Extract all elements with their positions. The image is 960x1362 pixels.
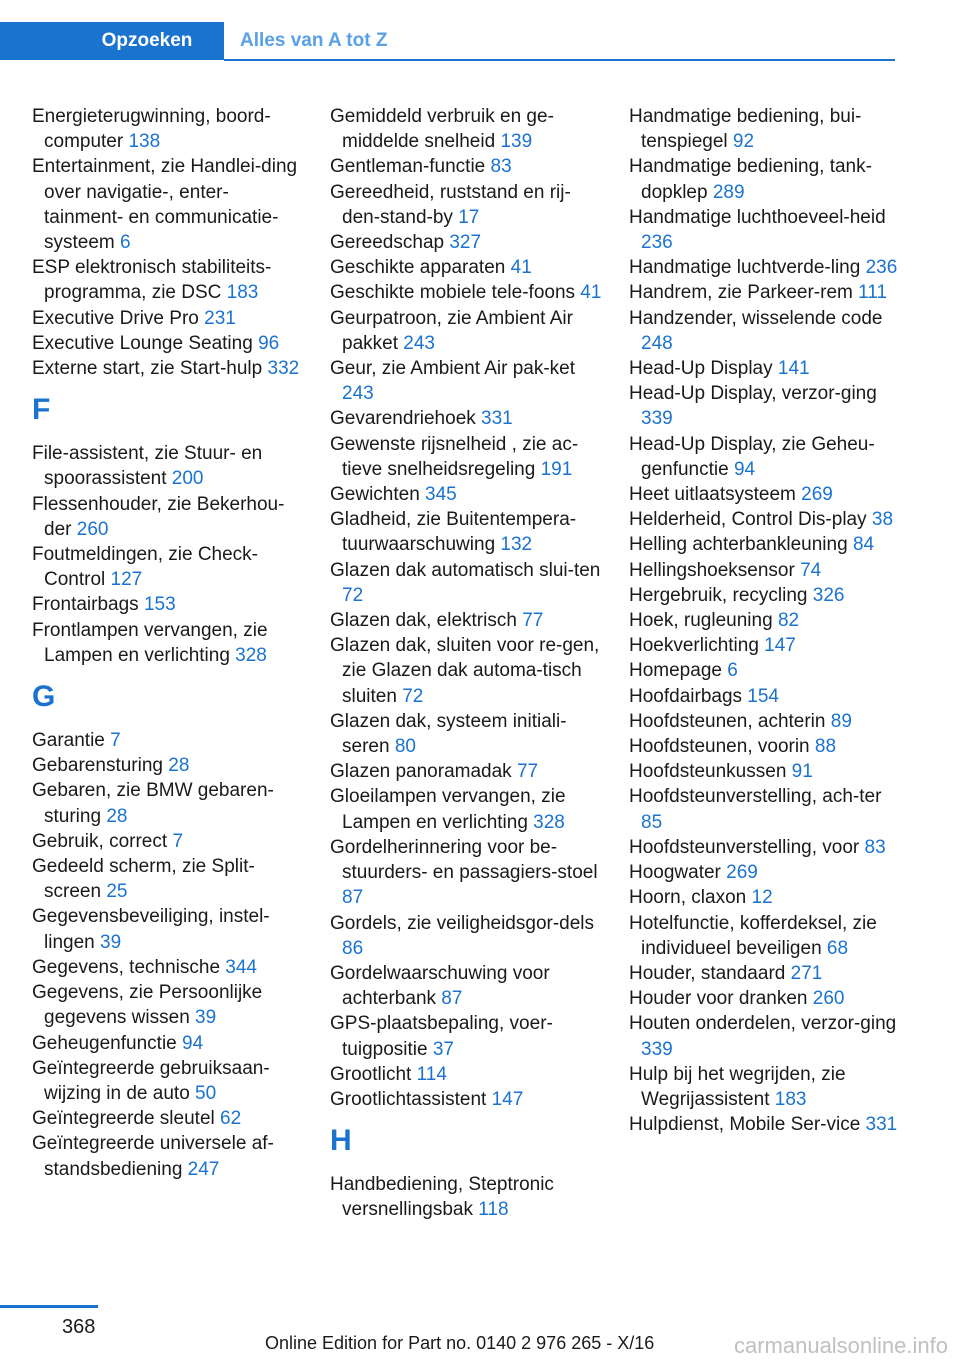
index-entry bbox=[330, 230, 605, 255]
index-entry-text: Geschikte mobiele tele-foons bbox=[330, 282, 581, 304]
index-entry-text: Helderheid, Control Dis-play bbox=[629, 509, 872, 531]
index-entry bbox=[629, 835, 899, 860]
section-letter: F bbox=[32, 393, 51, 427]
index-entry bbox=[32, 255, 307, 305]
page-link[interactable]: 96 bbox=[258, 332, 280, 354]
page-link[interactable]: 118 bbox=[478, 1199, 509, 1221]
page-link[interactable]: 86 bbox=[342, 937, 364, 959]
index-entry-text: Gereedheid, ruststand en rij-den-stand-by bbox=[330, 181, 571, 228]
page-link[interactable]: 247 bbox=[187, 1158, 220, 1180]
index-entry bbox=[32, 618, 307, 668]
index-entry bbox=[32, 492, 307, 542]
page-link[interactable]: 88 bbox=[814, 736, 837, 758]
page-link[interactable]: 7 bbox=[110, 730, 121, 752]
page-link[interactable]: 328 bbox=[533, 811, 565, 833]
page-link[interactable]: 12 bbox=[751, 887, 773, 909]
index-entry-text: Houder, standaard bbox=[629, 962, 791, 984]
page-link[interactable]: 39 bbox=[100, 931, 122, 953]
page-link[interactable]: 147 bbox=[764, 635, 796, 657]
index-entry-text: Geïntegreerde sleutel bbox=[32, 1108, 221, 1130]
index-entry-text: Gebruik, correct bbox=[32, 830, 173, 852]
watermark: carmanualsonline.info bbox=[733, 1333, 948, 1358]
page-link[interactable]: 72 bbox=[402, 685, 424, 707]
index-entry-text: Geur, zie Ambient Air pak-ket bbox=[330, 358, 576, 380]
index-entry-text: Homepage bbox=[629, 660, 728, 682]
page-link[interactable]: 77 bbox=[522, 610, 544, 632]
page-link[interactable]: 153 bbox=[143, 594, 176, 616]
index-entry-text: Hoekverlichting bbox=[629, 635, 765, 657]
index-entry-text: Gebaren, zie BMW gebaren-sturing bbox=[32, 780, 274, 827]
index-column-1 bbox=[32, 104, 307, 1182]
page-link[interactable]: 248 bbox=[641, 332, 673, 354]
page-link[interactable]: 62 bbox=[220, 1108, 242, 1130]
page-link[interactable]: 114 bbox=[416, 1063, 447, 1085]
index-entry bbox=[629, 684, 899, 709]
index-entry bbox=[629, 482, 899, 507]
page-link[interactable]: 74 bbox=[800, 559, 822, 581]
page-link[interactable]: 183 bbox=[774, 1088, 807, 1110]
index-entry-text: Hotelfunctie, kofferdeksel, zie individueel beveiligen bbox=[629, 912, 877, 959]
index-entry-text: Geheugenfunctie bbox=[32, 1032, 183, 1054]
index-entry bbox=[629, 608, 899, 633]
page-link[interactable]: 89 bbox=[830, 710, 852, 732]
page-link[interactable]: 94 bbox=[182, 1032, 204, 1054]
page-link[interactable]: 94 bbox=[733, 458, 756, 480]
page-link[interactable]: 289 bbox=[712, 181, 745, 203]
index-entry bbox=[330, 406, 605, 431]
index-entry bbox=[32, 829, 307, 854]
index-entry-text: Gegevens, technische bbox=[32, 956, 226, 978]
index-entry bbox=[32, 1031, 307, 1056]
page-link[interactable]: 87 bbox=[441, 988, 463, 1010]
page-link[interactable]: 132 bbox=[500, 534, 533, 556]
index-entry bbox=[32, 1131, 307, 1181]
page-link[interactable]: 271 bbox=[790, 962, 823, 984]
index-entry bbox=[629, 885, 899, 910]
page-link[interactable]: 39 bbox=[195, 1007, 217, 1029]
index-entry bbox=[330, 154, 605, 179]
index-entry bbox=[32, 356, 307, 381]
index-entry bbox=[629, 306, 899, 356]
index-entry bbox=[330, 356, 605, 406]
page-link[interactable]: 260 bbox=[812, 988, 845, 1010]
index-entry-text: Geurpatroon, zie Ambient Air pakket bbox=[330, 307, 573, 354]
index-entry-text: Heet uitlaatsysteem bbox=[629, 484, 802, 506]
index-entry bbox=[629, 709, 899, 734]
index-entry-text: Hoofdsteunen, voorin bbox=[629, 736, 815, 758]
page-link[interactable]: 138 bbox=[128, 131, 161, 153]
index-entry-text: Foutmeldingen, zie Check-Control bbox=[32, 544, 258, 591]
page-link[interactable]: 236 bbox=[865, 257, 898, 279]
index-entry-text: Houten onderdelen, verzor-ging bbox=[629, 1013, 897, 1035]
index-entry bbox=[629, 1011, 899, 1061]
index-entry-text: Hoofdsteunkussen bbox=[629, 761, 792, 783]
page-link[interactable]: 38 bbox=[871, 509, 894, 531]
index-entry bbox=[330, 835, 605, 911]
index-entry bbox=[32, 104, 307, 154]
index-entry bbox=[629, 381, 899, 431]
index-entry-text: Grootlicht bbox=[330, 1063, 417, 1085]
index-entry bbox=[330, 255, 605, 280]
index-entry-text: Hoek, rugleuning bbox=[629, 610, 778, 632]
page-link[interactable]: 331 bbox=[865, 1114, 898, 1136]
index-entry bbox=[32, 306, 307, 331]
index-entry-text: Glazen dak, systeem initiali-seren bbox=[330, 710, 567, 758]
index-entry-text: Hoofdsteunverstelling, voor bbox=[629, 836, 865, 858]
index-entry-text: Entertainment, zie Handlei-ding over navigatie-, enter-tainment- en communicatie-systeem bbox=[32, 156, 298, 254]
index-entry-text: Gemiddeld verbruik en ge-middelde snelheid bbox=[330, 106, 554, 153]
index-entry bbox=[32, 592, 307, 617]
page-link[interactable]: 28 bbox=[106, 805, 128, 827]
index-entry bbox=[629, 432, 899, 482]
index-entry-text: Hergebruik, recycling bbox=[629, 584, 813, 606]
index-entry bbox=[32, 154, 307, 255]
index-entry bbox=[629, 583, 899, 608]
page-link[interactable]: 141 bbox=[777, 358, 810, 380]
footer-edition: Online Edition for Part no. 0140 2 976 265 - X/16 bbox=[265, 1333, 655, 1353]
index-entry bbox=[629, 633, 899, 658]
page-link[interactable]: 85 bbox=[641, 811, 663, 833]
index-entry bbox=[32, 1106, 307, 1131]
page-link[interactable]: 339 bbox=[641, 408, 673, 430]
index-entry-text: Hoofdairbags bbox=[629, 685, 748, 707]
page-link[interactable]: 17 bbox=[458, 206, 480, 228]
index-entry bbox=[32, 980, 307, 1030]
page-link[interactable]: 236 bbox=[641, 232, 673, 254]
index-entry-text: Gordelwaarschuwing voor achterbank bbox=[330, 962, 550, 1010]
page-link[interactable]: 111 bbox=[858, 282, 888, 304]
index-entry-text: Handbediening, Steptronic versnellingsbak bbox=[330, 1174, 554, 1221]
index-entry-text: Frontairbags bbox=[32, 594, 144, 616]
index-entry-text: Glazen dak, sluiten voor re-gen, zie Glazen dak automa-tisch sluiten bbox=[330, 635, 600, 707]
index-entry-text: Hellingshoeksensor bbox=[629, 559, 801, 581]
page-link[interactable]: 326 bbox=[812, 584, 845, 606]
index-entry bbox=[629, 1112, 899, 1137]
index-entry-text: Geïntegreerde universele af-standsbediening bbox=[32, 1133, 274, 1180]
index-entry-text: Glazen panoramadak bbox=[330, 761, 517, 783]
page-link[interactable]: 139 bbox=[500, 131, 533, 153]
page-link[interactable]: 231 bbox=[204, 307, 236, 329]
page-link[interactable]: 6 bbox=[120, 232, 131, 254]
page-link[interactable]: 72 bbox=[342, 584, 364, 606]
index-entry bbox=[330, 1087, 605, 1112]
tab-opzoeken[interactable]: Opzoeken bbox=[0, 22, 224, 60]
index-entry-text: Houder voor dranken bbox=[629, 988, 813, 1010]
page-link[interactable]: 92 bbox=[732, 131, 755, 153]
page-link[interactable]: 6 bbox=[727, 660, 738, 682]
index-entry-text: Gebarensturing bbox=[32, 755, 169, 777]
index-entry bbox=[330, 482, 605, 507]
index-entry-text: GPS-plaatsbepaling, voer-tuigpositie bbox=[330, 1013, 553, 1060]
index-entry-text: Gloeilampen vervangen, zie Lampen en verlichting bbox=[330, 786, 566, 833]
page-link[interactable]: 28 bbox=[168, 755, 190, 777]
index-entry bbox=[32, 955, 307, 980]
index-entry bbox=[629, 860, 899, 885]
index-entry-text: Hoorn, claxon bbox=[629, 887, 752, 909]
page-link[interactable]: 154 bbox=[747, 685, 779, 707]
tab-alles-van-a-tot-z[interactable]: Alles van A tot Z bbox=[240, 30, 388, 51]
page-number-bar bbox=[0, 1305, 98, 1308]
index-entry bbox=[32, 728, 307, 753]
tab-underline bbox=[224, 59, 895, 61]
index-entry-text: Flessenhouder, zie Bekerhou-der bbox=[32, 493, 285, 540]
index-entry bbox=[330, 558, 605, 608]
index-entry bbox=[629, 961, 899, 986]
index-entry-text: Hoofdsteunen, achterin bbox=[629, 710, 831, 732]
page-link[interactable]: 147 bbox=[491, 1088, 524, 1110]
page-link[interactable]: 84 bbox=[852, 534, 875, 556]
index-entry bbox=[629, 280, 899, 305]
index-entry-text: Head-Up Display, zie Geheu-genfunctie bbox=[629, 433, 875, 480]
index-entry-text: Gladheid, zie Buitentempera-tuurwaarschuwing bbox=[330, 509, 577, 556]
tab-bar bbox=[0, 22, 895, 62]
page-link[interactable]: 7 bbox=[172, 830, 184, 852]
index-entry-text: Energieterugwinning, boord-computer bbox=[32, 106, 271, 153]
index-entry-text: Gordels, zie veiligheidsgor-dels bbox=[330, 912, 595, 934]
index-entry bbox=[330, 432, 605, 482]
index-entry-text: Externe start, zie Start-hulp bbox=[32, 358, 268, 380]
index-entry-text: Geïntegreerde gebruiksaan-wijzing in de auto bbox=[32, 1057, 270, 1104]
index-entry-text: Hulpdienst, Mobile Ser-vice bbox=[629, 1114, 866, 1136]
index-entry bbox=[629, 532, 899, 557]
page-link[interactable]: 41 bbox=[580, 282, 602, 304]
page-link[interactable]: 37 bbox=[432, 1038, 454, 1060]
index-entry bbox=[629, 255, 899, 280]
page-link[interactable]: 77 bbox=[516, 761, 539, 783]
index-entry bbox=[330, 104, 605, 154]
index-entry bbox=[629, 911, 899, 961]
index-entry bbox=[629, 734, 899, 759]
index-entry-text: Hulp bij het wegrijden, zie Wegrijassistent bbox=[629, 1063, 846, 1110]
page-link[interactable]: 243 bbox=[342, 383, 374, 405]
index-entry bbox=[330, 911, 605, 961]
index-entry bbox=[330, 608, 605, 633]
index-entry-text: Handzender, wisselende code bbox=[629, 307, 883, 329]
index-entry bbox=[32, 753, 307, 778]
page-link[interactable]: 327 bbox=[449, 232, 482, 254]
index-entry bbox=[330, 1062, 605, 1087]
page-link[interactable]: 269 bbox=[726, 862, 758, 884]
index-entry bbox=[629, 205, 899, 255]
index-entry-text: Gereedschap bbox=[330, 232, 450, 254]
index-entry-text: Gordelherinnering voor be-stuurders- en passagiers-stoel bbox=[330, 836, 598, 884]
index-entry-text: Geschikte apparaten bbox=[330, 257, 511, 279]
page-link[interactable]: 83 bbox=[490, 156, 512, 178]
index-entry-text: Executive Drive Pro bbox=[32, 307, 205, 329]
index-entry-text: Grootlichtassistent bbox=[330, 1088, 492, 1110]
index-entry-text: Gegevensbeveiliging, instel-lingen bbox=[32, 906, 270, 953]
index-entry-text: Glazen dak, elektrisch bbox=[330, 610, 523, 632]
page-link[interactable]: 83 bbox=[864, 836, 886, 858]
index-entry bbox=[629, 356, 899, 381]
page-link[interactable]: 41 bbox=[510, 257, 532, 279]
index-entry bbox=[330, 180, 605, 230]
index-entry-text: Hoofdsteunverstelling, ach-ter bbox=[629, 786, 882, 808]
index-entry bbox=[629, 658, 899, 683]
index-entry bbox=[32, 1056, 307, 1106]
index-entry-text: Head-Up Display, verzor-ging bbox=[629, 383, 877, 405]
section-letter: G bbox=[32, 680, 56, 714]
index-entry bbox=[330, 633, 605, 709]
index-entry-text: Head-Up Display bbox=[629, 358, 778, 380]
index-column-3 bbox=[629, 104, 899, 1137]
index-entry bbox=[330, 961, 605, 1011]
index-entry bbox=[330, 759, 605, 784]
index-entry-text: File-assistent, zie Stuur- en spoorassistent bbox=[32, 443, 263, 490]
page-link[interactable]: 50 bbox=[195, 1082, 217, 1104]
index-entry-text: Gegevens, zie Persoonlijke gegevens wissen bbox=[32, 982, 263, 1029]
page-link[interactable]: 269 bbox=[801, 484, 833, 506]
page-link[interactable]: 25 bbox=[106, 881, 128, 903]
index-entry bbox=[330, 306, 605, 356]
page-link[interactable]: 260 bbox=[76, 518, 109, 540]
page-link[interactable]: 82 bbox=[777, 610, 800, 632]
index-entry-text: Handmatige luchthoeveel-heid bbox=[629, 206, 886, 228]
index-entry bbox=[330, 507, 605, 557]
page-link[interactable]: 344 bbox=[225, 956, 257, 978]
page-link[interactable]: 91 bbox=[791, 761, 813, 783]
index-entry-text: ESP elektronisch stabiliteits-programma, zie DSC bbox=[32, 257, 272, 304]
page-link[interactable]: 183 bbox=[226, 282, 259, 304]
index-entry bbox=[330, 709, 605, 759]
page-link[interactable]: 127 bbox=[110, 569, 143, 591]
page-link[interactable]: 331 bbox=[481, 408, 513, 430]
index-entry-text: Gevarendriehoek bbox=[330, 408, 482, 430]
section-letter: H bbox=[330, 1124, 352, 1158]
index-entry-text: Gewenste rijsnelheid , zie ac-tieve snelheidsregeling bbox=[330, 433, 579, 480]
page-link[interactable]: 345 bbox=[425, 484, 457, 506]
index-entry bbox=[629, 759, 899, 784]
page-link[interactable]: 332 bbox=[267, 358, 300, 380]
index-entry-text: Gentleman-functie bbox=[330, 156, 491, 178]
index-entry bbox=[330, 280, 605, 305]
index-column-2 bbox=[330, 104, 605, 1223]
index-entry-text: Hoogwater bbox=[629, 862, 727, 884]
page-number: 368 bbox=[62, 1316, 96, 1338]
index-entry bbox=[330, 1172, 605, 1222]
index-entry bbox=[629, 507, 899, 532]
page-link[interactable]: 328 bbox=[235, 644, 267, 666]
index-entry-text: Gewichten bbox=[330, 484, 426, 506]
index-entry bbox=[330, 784, 605, 834]
index-entry bbox=[629, 558, 899, 583]
index-entry-text: Handmatige bediening, bui-tenspiegel bbox=[629, 106, 862, 153]
index-entry bbox=[629, 986, 899, 1011]
index-entry bbox=[32, 441, 307, 491]
page-link[interactable]: 200 bbox=[171, 468, 204, 490]
index-entry-text: Executive Lounge Seating bbox=[32, 332, 259, 354]
index-entry-text: Glazen dak automatisch slui-ten bbox=[330, 559, 601, 581]
index-entry-text: Handmatige luchtverde-ling bbox=[629, 257, 866, 279]
index-entry bbox=[629, 1062, 899, 1112]
index-entry bbox=[330, 1011, 605, 1061]
page-link[interactable]: 339 bbox=[641, 1038, 673, 1060]
page-link[interactable]: 191 bbox=[540, 458, 573, 480]
index-entry-text: Helling achterbankleuning bbox=[629, 534, 853, 556]
index-entry bbox=[32, 331, 307, 356]
page-link[interactable]: 80 bbox=[394, 736, 416, 758]
index-entry bbox=[32, 854, 307, 904]
index-entry bbox=[629, 154, 899, 204]
index-entry bbox=[629, 784, 899, 834]
page-link[interactable]: 243 bbox=[403, 332, 435, 354]
index-entry bbox=[32, 542, 307, 592]
index-entry-text: Handrem, zie Parkeer-rem bbox=[629, 282, 859, 304]
index-entry-text: Gedeeld scherm, zie Split-screen bbox=[32, 856, 255, 903]
index-entry-text: Frontlampen vervangen, zie Lampen en verlichting bbox=[32, 619, 268, 666]
index-entry-text: Garantie bbox=[32, 730, 111, 752]
page-link[interactable]: 87 bbox=[342, 887, 364, 909]
index-entry bbox=[32, 778, 307, 828]
index-entry-text: Handmatige bediening, tank-dopklep bbox=[629, 156, 872, 203]
index-entry bbox=[32, 904, 307, 954]
index-entry bbox=[629, 104, 899, 154]
page-link[interactable]: 68 bbox=[826, 937, 849, 959]
